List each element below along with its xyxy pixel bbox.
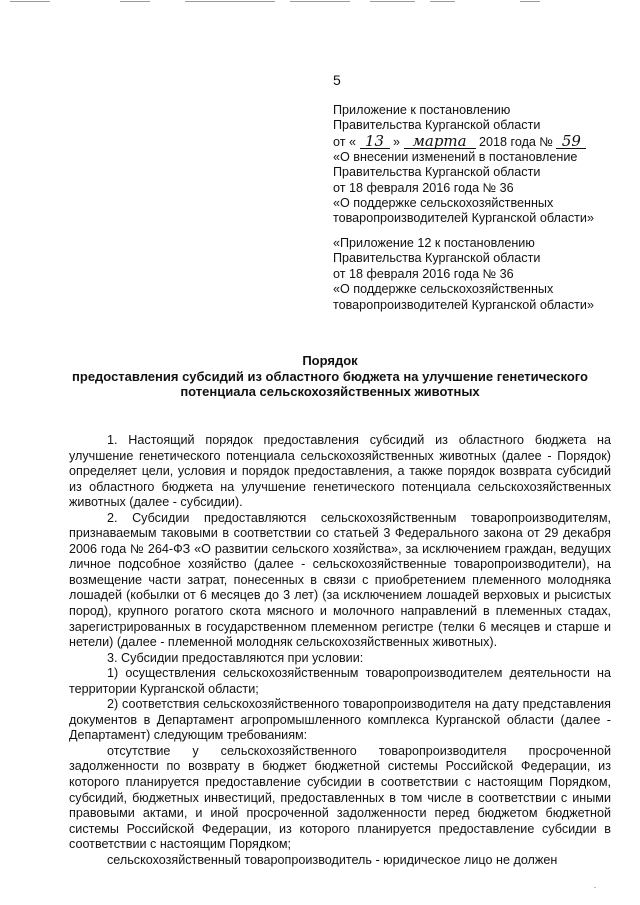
document-title [60, 353, 600, 400]
title-line: Порядок [302, 353, 358, 368]
appendix-quote [333, 236, 633, 313]
paragraph: сельскохозяйственный товаропроизводитель - юридическое лицо не должен [107, 852, 558, 867]
handwritten-day: 13 [360, 135, 390, 149]
appendix-quote-line: Правительства Курганской области [333, 251, 541, 266]
appendix-header-line: от 18 февраля 2016 года № 36 [333, 180, 514, 195]
appendix-header [333, 103, 633, 227]
scan-speck [594, 887, 596, 888]
appendix-header-line: «О внесении изменений в постановление [333, 149, 578, 164]
appendix-header-line: товаропроизводителей Курганской области» [333, 211, 594, 226]
document-body [69, 433, 611, 868]
appendix-quote-line: товаропроизводителей Курганской области» [333, 297, 594, 312]
title-line: потенциала сельскохозяйственных животных [180, 384, 480, 399]
handwritten-month: марта [404, 135, 476, 149]
appendix-header-line: Правительства Курганской области [333, 118, 541, 133]
appendix-quote-line: «О поддержке сельскохозяйственных [333, 282, 554, 297]
paragraph: 1. Настоящий порядок предоставления субсидий из областного бюджета на улучшение генетического потенциала сельскохозяйственных животных (далее - Порядок) определяет цели, условия и порядок предоставления, а также порядок возврата субсидий из областного бюджета на улучшение генетического потенциала сельскохозяйственных животных (далее - субсидии). [69, 433, 611, 510]
handwritten-number: 59 [556, 135, 586, 149]
title-line: предоставления субсидий из областного бюджета на улучшение генетического [72, 368, 588, 384]
paragraph: 3. Субсидии предоставляются при условии: [107, 650, 364, 665]
paragraph: 2. Субсидии предоставляются сельскохозяйственным товаропроизводителям, признаваемым таковыми в соответствии со статьей 3 Федерального закона от 29 декабря 2006 года № 264-ФЗ «О развитии сельского хозяйства», за исключением граждан, ведущих личное подсобное хозяйство (далее - сельскохозяйственные товаропроизводители), на возмещение части затрат, понесенных в связи с приобретением племенного молодняка лошадей (кобылки от 6 месяцев до 3 лет) (за исключением лошадей верховых и рысистых пород), крупного рогатого скота мясного и молочного направлений в племенных стадах, зарегистрированных в государственном племенном регистре (телки 6 месяцев и старше и нетели) (далее - племенной молодняк сельскохозяйственных животных). [69, 510, 611, 650]
appendix-quote-line: от 18 февраля 2016 года № 36 [333, 266, 514, 281]
scan-edge-artifact [0, 0, 640, 3]
appendix-quote-line: «Приложение 12 к постановлению [333, 236, 535, 250]
date-mid: » [393, 134, 401, 149]
date-prefix: от « [333, 134, 356, 149]
appendix-header-line: Приложение к постановлению [333, 103, 511, 117]
appendix-header-line: «О поддержке сельскохозяйственных [333, 196, 554, 211]
paragraph: 1) осуществления сельскохозяйственным товаропроизводителем деятельности на территории Курганской области; [69, 666, 611, 696]
date-year: 2018 года № [479, 134, 553, 149]
paragraph: 2) соответствия сельскохозяйственного товаропроизводителя на дату представления документов в Департамент агропромышленного комплекса Курганской области (далее - Департамент) следующим требованиям: [69, 697, 611, 743]
page-number: 5 [333, 72, 341, 88]
appendix-header-line: Правительства Курганской области [333, 165, 541, 180]
appendix-date-line [333, 131, 633, 150]
paragraph: отсутствие у сельскохозяйственного товаропроизводителя просроченной задолженности по возврату в бюджет бюджетной системы Российской Федерации, из которого планируется предоставление субсидии в соответствии с настоящим Порядком, субсидий, бюджетных инвестиций, предоставленных в том числе в соответствии с иными правовыми актами, и иной просроченной задолженности перед бюджетом бюджетной системы Российской Федерации, из которого планируется предоставление субсидии в соответствии с настоящим Порядком; [69, 743, 611, 852]
